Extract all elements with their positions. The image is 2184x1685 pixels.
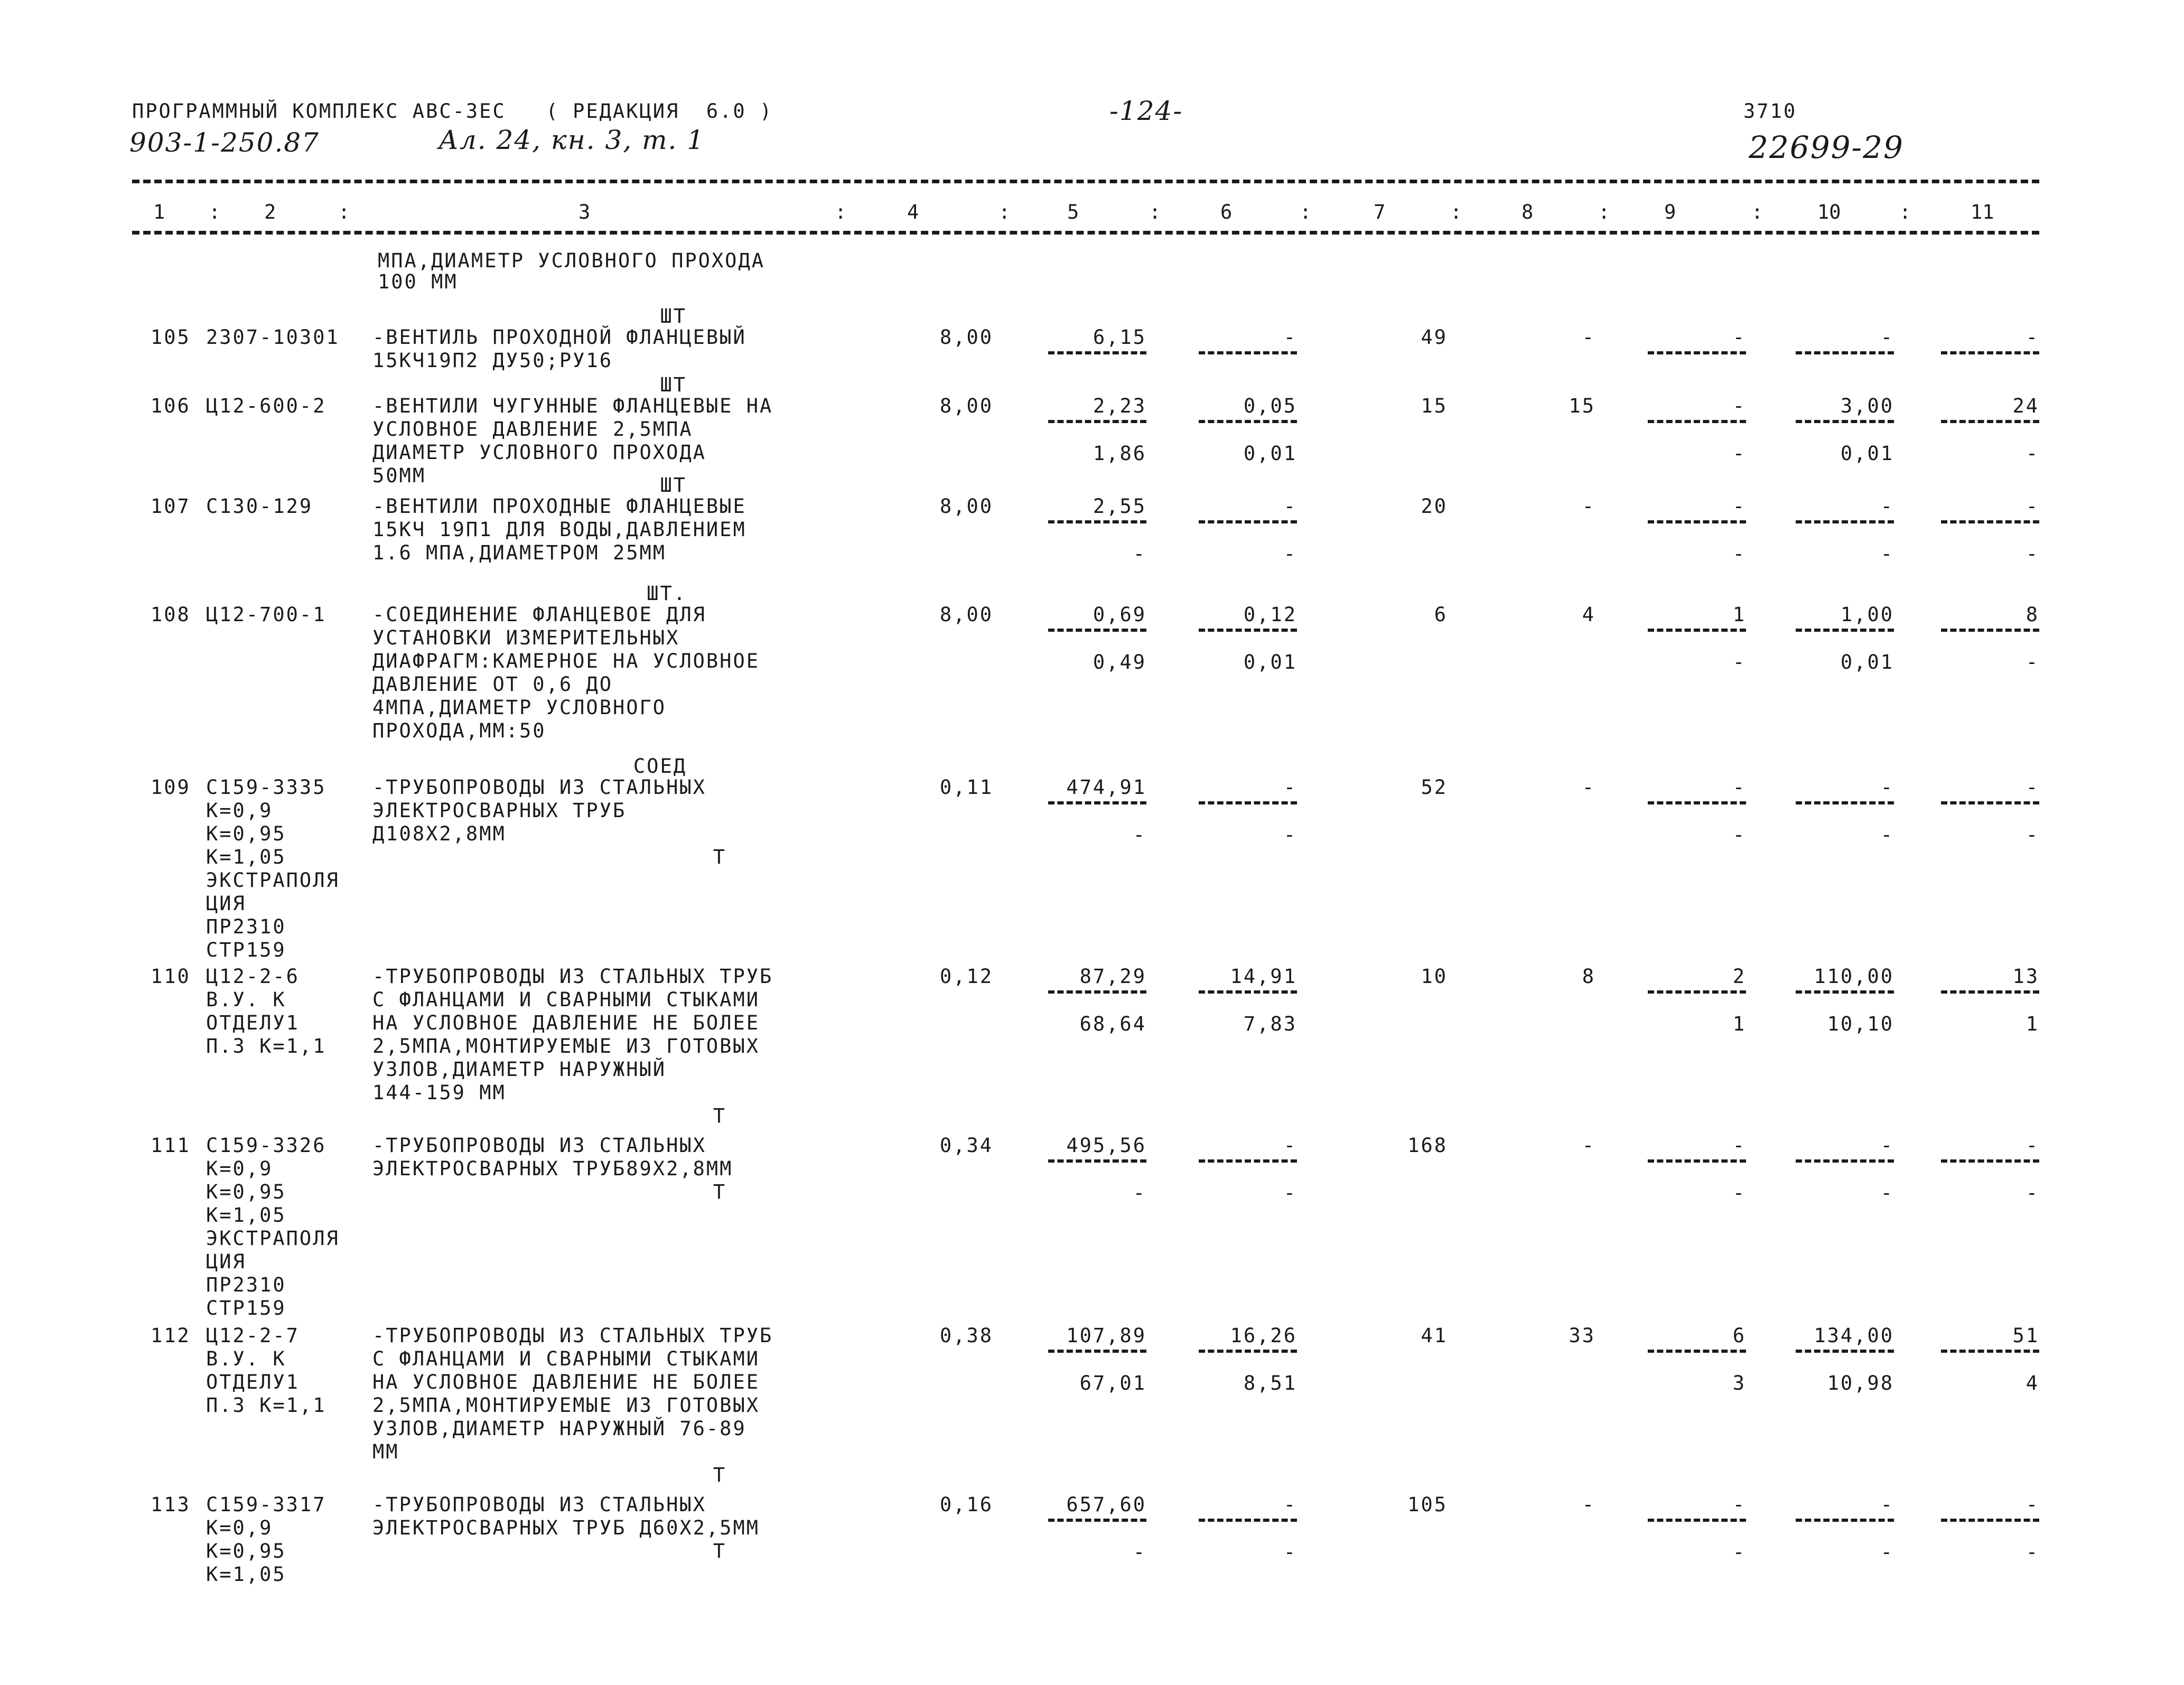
rate-code: К=0,9 [206,1157,273,1180]
item-description: УЗЛОВ,ДИАМЕТР НАРУЖНЫЙ [372,1058,667,1081]
table-top-rule [132,180,2039,183]
value-separator-line [1648,1159,1746,1163]
value-cell: 33 [1569,1324,1595,1347]
value-separator-line [1648,801,1746,804]
value-cell: - [2026,1182,2039,1204]
inventory-number: 22699-29 [1749,129,1904,165]
item-description: -СОЕДИНЕНИЕ ФЛАНЦЕВОЕ ДЛЯ [372,603,706,626]
item-description: ЭЛЕКТРОСВАРНЫХ ТРУБ89Х2,8ММ [372,1157,733,1180]
value-separator-line [1648,990,1746,994]
item-description: УСЛОВНОЕ ДАВЛЕНИЕ 2,5МПА [372,418,693,441]
value-cell: 20 [1421,495,1448,518]
value-cell: 6 [1434,603,1448,626]
rate-code: К=0,95 [206,822,286,845]
value-cell: 68,64 [1079,1013,1146,1035]
item-description: ПРОХОДА,ММ:50 [372,719,546,742]
value-cell: 15 [1569,395,1595,417]
value-cell: 24 [2012,395,2039,417]
value-cell: 4 [2026,1372,2039,1394]
value-cell: 16,26 [1230,1324,1297,1347]
rate-code: Ц12-600-2 [206,395,326,417]
value-separator-line [1796,420,1894,423]
item-description: ДИАМЕТР УСЛОВНОГО ПРОХОДА [372,441,706,464]
value-separator-line [1199,420,1297,423]
value-cell: 8,51 [1243,1372,1297,1394]
unit-of-measure: Т [713,1181,726,1203]
value-cell: 0,01 [1243,651,1297,673]
value-cell: 4 [1582,603,1595,626]
value-cell: 10,10 [1827,1013,1894,1035]
rate-code: В.У. К [206,1347,286,1370]
row-number: 108 [151,603,191,626]
value-cell: - [1133,1182,1146,1204]
value-cell: 1 [2026,1013,2039,1035]
value-cell: - [1582,776,1595,799]
row-number: 106 [151,395,191,417]
program-title: ПРОГРАММНЫЙ КОМПЛЕКС АВС-3ЕС ( РЕДАКЦИЯ 6.0 ) [132,100,773,123]
column-header: 3 [578,201,591,223]
value-cell: - [1283,1182,1297,1204]
item-description: ЭЛЕКТРОСВАРНЫХ ТРУБ Д60Х2,5ММ [372,1516,760,1539]
quantity-cell: 0,12 [939,965,993,988]
value-cell: - [2026,776,2039,799]
value-cell: 1 [1732,603,1746,626]
value-cell: 134,00 [1814,1324,1894,1347]
item-description: Д108Х2,8ММ [372,822,506,845]
item-description: -ТРУБОПРОВОДЫ ИЗ СТАЛЬНЫХ [372,1134,706,1157]
value-separator-line [1796,990,1894,994]
item-description: ММ [372,1440,399,1463]
quantity-cell: 8,00 [939,395,993,417]
rate-code: К=0,95 [206,1540,286,1562]
row-number: 112 [151,1324,191,1347]
rate-code: 2307-10301 [206,326,340,349]
value-cell: - [1732,1493,1746,1516]
value-cell: 495,56 [1066,1134,1146,1157]
value-separator-line [1199,520,1297,523]
rate-code: Ц12-2-6 [206,965,300,988]
value-cell: - [1283,1493,1297,1516]
value-separator-line [1941,801,2039,804]
value-cell: - [1732,395,1746,417]
value-cell: - [1880,776,1894,799]
item-description: ДАВЛЕНИЕ ОТ 0,6 ДО [372,673,613,696]
value-cell: - [1732,823,1746,846]
rate-code: К=1,05 [206,1563,286,1586]
value-cell: - [1880,326,1894,349]
value-cell: 41 [1421,1324,1448,1347]
rate-code: К=1,05 [206,1204,286,1227]
rate-code: ЭКСТРАПОЛЯ [206,1227,340,1250]
value-cell: - [1732,776,1746,799]
value-cell: - [1880,1493,1894,1516]
item-description: -ТРУБОПРОВОДЫ ИЗ СТАЛЬНЫХ [372,1493,706,1516]
value-cell: 51 [2012,1324,2039,1347]
value-cell: 0,01 [1243,442,1297,465]
value-cell: - [1732,651,1746,673]
value-separator-line [1048,1159,1146,1163]
value-cell: - [1582,326,1595,349]
value-cell: - [1732,326,1746,349]
value-separator-line [1796,629,1894,632]
value-cell: - [1283,1134,1297,1157]
value-separator-line [1648,1350,1746,1353]
item-description: -ВЕНТИЛИ ПРОХОДНЫЕ ФЛАНЦЕВЫЕ [372,495,746,518]
item-description: -ТРУБОПРОВОДЫ ИЗ СТАЛЬНЫХ ТРУБ [372,965,773,988]
item-description: НА УСЛОВНОЕ ДАВЛЕНИЕ НЕ БОЛЕЕ [372,1371,760,1393]
unit-of-measure: Т [713,846,726,868]
item-description: С ФЛАНЦАМИ И СВАРНЫМИ СТЫКАМИ [372,1347,760,1370]
value-separator-line [1199,1350,1297,1353]
value-cell: - [1732,1134,1746,1157]
value-separator-line [1941,1350,2039,1353]
row-number: 111 [151,1134,191,1157]
value-separator-line [1941,990,2039,994]
continuation-line: 100 ММ [378,270,458,293]
value-separator-line [1941,1519,2039,1522]
value-separator-line [1796,1159,1894,1163]
value-separator-line [1796,801,1894,804]
quantity-cell: 8,00 [939,603,993,626]
value-cell: 52 [1421,776,1448,799]
value-separator-line [1199,351,1297,354]
value-cell: - [2026,495,2039,518]
value-cell: - [2026,1134,2039,1157]
value-cell: 0,12 [1243,603,1297,626]
rate-code: С159-3326 [206,1134,326,1157]
value-cell: 67,01 [1079,1372,1146,1394]
value-separator-line [1941,1159,2039,1163]
item-description: 4МПА,ДИАМЕТР УСЛОВНОГО [372,696,667,719]
value-cell: 8 [1582,965,1595,988]
value-separator-line [1048,629,1146,632]
column-header: 2 [264,201,276,223]
value-cell: 0,01 [1840,651,1894,673]
column-header: 8 [1522,201,1534,223]
value-cell: 168 [1407,1134,1448,1157]
column-header: 11 [1971,201,1994,223]
quantity-cell: 0,11 [939,776,993,799]
row-number: 113 [151,1493,191,1516]
value-separator-line [1648,351,1746,354]
value-cell: 2,23 [1093,395,1146,417]
unit-of-measure: Т [713,1464,726,1486]
rate-code: К=0,9 [206,799,273,822]
value-cell: - [1283,823,1297,846]
value-cell: 1 [1732,1013,1746,1035]
rate-code: СТР159 [206,939,286,961]
rate-code: С159-3335 [206,776,326,799]
value-cell: 49 [1421,326,1448,349]
value-cell: 6 [1732,1324,1746,1347]
rate-code: К=1,05 [206,846,286,868]
value-separator-line [1648,520,1746,523]
column-header: 9 [1664,201,1676,223]
value-cell: 105 [1407,1493,1448,1516]
item-description: УСТАНОВКИ ИЗМЕРИТЕЛЬНЫХ [372,626,680,649]
rate-code: К=0,9 [206,1516,273,1539]
value-cell: - [1732,495,1746,518]
value-cell: - [1582,1134,1595,1157]
value-cell: 1,86 [1093,442,1146,465]
unit-of-measure: Т [713,1540,726,1562]
row-number: 105 [151,326,191,349]
rate-code: В.У. К [206,988,286,1011]
unit-of-measure: ШТ [660,305,687,327]
rate-code: Ц12-2-7 [206,1324,300,1347]
column-header: 7 [1374,201,1386,223]
item-description: ДИАФРАГМ:КАМЕРНОЕ НА УСЛОВНОЕ [372,650,760,672]
rate-code: ОТДЕЛУ1 [206,1371,300,1393]
value-separator-line [1048,351,1146,354]
value-cell: 3 [1732,1372,1746,1394]
value-separator-line [1796,1350,1894,1353]
value-cell: 0,05 [1243,395,1297,417]
value-cell: - [1732,1182,1746,1204]
column-header: 5 [1067,201,1079,223]
row-number: 109 [151,776,191,799]
item-description: 15КЧ19П2 ДУ50;РУ16 [372,349,613,372]
value-cell: 1,00 [1840,603,1894,626]
value-separator-line [1796,1519,1894,1522]
item-description: -ВЕНТИЛИ ЧУГУННЫЕ ФЛАНЦЕВЫЕ НА [372,395,773,417]
value-separator-line [1048,420,1146,423]
value-cell: - [1133,542,1146,565]
value-separator-line [1941,420,2039,423]
quantity-cell: 8,00 [939,326,993,349]
value-separator-line [1941,629,2039,632]
value-cell: - [1133,1541,1146,1564]
row-number: 110 [151,965,191,988]
rate-code: ПР2310 [206,1274,286,1296]
item-description: 144-159 ММ [372,1081,506,1104]
item-description: НА УСЛОВНОЕ ДАВЛЕНИЕ НЕ БОЛЕЕ [372,1012,760,1034]
value-cell: - [1283,1541,1297,1564]
value-cell: - [1880,542,1894,565]
value-cell: - [2026,651,2039,673]
value-cell: - [1880,823,1894,846]
value-cell: 7,83 [1243,1013,1297,1035]
value-separator-line [1941,351,2039,354]
value-cell: - [1880,1182,1894,1204]
column-header: 1 [153,201,165,223]
value-cell: 87,29 [1079,965,1146,988]
item-description: 50ММ [372,464,426,487]
item-description: ЭЛЕКТРОСВАРНЫХ ТРУБ [372,799,627,822]
rate-code: П.3 К=1,1 [206,1035,326,1057]
value-cell: 10 [1421,965,1448,988]
table-header-rule [132,231,2039,235]
value-cell: - [2026,823,2039,846]
value-cell: 15 [1421,395,1448,417]
item-description: -ТРУБОПРОВОДЫ ИЗ СТАЛЬНЫХ ТРУБ [372,1324,773,1347]
value-separator-line [1648,420,1746,423]
rate-code: ЦИЯ [206,892,246,915]
value-cell: 3,00 [1840,395,1894,417]
row-number: 107 [151,495,191,518]
rate-code: К=0,95 [206,1181,286,1203]
value-separator-line [1048,1519,1146,1522]
value-cell: - [1582,495,1595,518]
value-cell: 0,49 [1093,651,1146,673]
value-cell: - [1283,326,1297,349]
value-cell: 474,91 [1066,776,1146,799]
rate-code: П.3 К=1,1 [206,1394,326,1417]
rate-code: С159-3317 [206,1493,326,1516]
rate-code: ОТДЕЛУ1 [206,1012,300,1034]
value-separator-line [1796,520,1894,523]
value-cell: 0,69 [1093,603,1146,626]
value-separator-line [1796,351,1894,354]
value-separator-line [1048,520,1146,523]
value-cell: - [1880,1541,1894,1564]
item-description: -ВЕНТИЛЬ ПРОХОДНОЙ ФЛАНЦЕВЫЙ [372,326,746,349]
value-cell: 657,60 [1066,1493,1146,1516]
value-cell: 0,01 [1840,442,1894,465]
value-cell: 13 [2012,965,2039,988]
value-separator-line [1048,990,1146,994]
document-number: 903-1-250.87 [129,127,320,158]
value-cell: - [2026,326,2039,349]
value-cell: - [1732,1541,1746,1564]
column-header: 10 [1817,201,1841,223]
value-cell: - [2026,442,2039,465]
value-separator-line [1048,801,1146,804]
value-cell: - [1133,823,1146,846]
quantity-cell: 8,00 [939,495,993,518]
value-cell: 110,00 [1814,965,1894,988]
album-reference: Ал. 24, кн. 3, т. 1 [438,125,705,155]
unit-of-measure: СОЕД [633,755,687,778]
column-header: 6 [1220,201,1233,223]
item-description: УЗЛОВ,ДИАМЕТР НАРУЖНЫЙ 76-89 [372,1417,746,1440]
rate-code: СТР159 [206,1297,286,1319]
value-cell: - [2026,1493,2039,1516]
value-separator-line [1048,1350,1146,1353]
value-cell: 14,91 [1230,965,1297,988]
value-cell: - [1732,442,1746,465]
rate-code: ПР2310 [206,915,286,938]
quantity-cell: 0,34 [939,1134,993,1157]
unit-of-measure: ШТ. [647,582,687,605]
item-description: С ФЛАНЦАМИ И СВАРНЫМИ СТЫКАМИ [372,988,760,1011]
value-separator-line [1199,801,1297,804]
value-separator-line [1648,629,1746,632]
value-cell: - [1582,1493,1595,1516]
unit-of-measure: ШТ [660,373,687,396]
unit-of-measure: Т [713,1104,726,1127]
rate-code: С130-129 [206,495,313,518]
item-description: -ТРУБОПРОВОДЫ ИЗ СТАЛЬНЫХ [372,776,706,799]
value-cell: - [1732,542,1746,565]
value-cell: - [1880,495,1894,518]
rate-code: ЦИЯ [206,1250,246,1273]
value-cell: - [1283,495,1297,518]
sheet-code: 3710 [1743,100,1797,123]
item-description: 2,5МПА,МОНТИРУЕМЫЕ ИЗ ГОТОВЫХ [372,1035,760,1057]
continuation-line: МПА,ДИАМЕТР УСЛОВНОГО ПРОХОДА [378,249,766,272]
value-cell: - [2026,1541,2039,1564]
quantity-cell: 0,16 [939,1493,993,1516]
value-separator-line [1648,1519,1746,1522]
rate-code: Ц12-700-1 [206,603,326,626]
value-cell: 107,89 [1066,1324,1146,1347]
value-separator-line [1199,629,1297,632]
value-cell: - [1880,1134,1894,1157]
item-description: 2,5МПА,МОНТИРУЕМЫЕ ИЗ ГОТОВЫХ [372,1394,760,1417]
item-description: 15КЧ 19П1 ДЛЯ ВОДЫ,ДАВЛЕНИЕМ [372,518,746,541]
value-cell: - [1283,542,1297,565]
value-cell: 8 [2026,603,2039,626]
value-separator-line [1199,990,1297,994]
value-separator-line [1199,1159,1297,1163]
item-description: 1.6 МПА,ДИАМЕТРОМ 25ММ [372,541,667,564]
value-cell: - [1283,776,1297,799]
value-separator-line [1941,520,2039,523]
value-cell: 2,55 [1093,495,1146,518]
value-cell: - [2026,542,2039,565]
page-number: -124- [1109,96,1183,126]
unit-of-measure: ШТ [660,474,687,497]
quantity-cell: 0,38 [939,1324,993,1347]
value-cell: 2 [1732,965,1746,988]
value-separator-line [1199,1519,1297,1522]
value-cell: 6,15 [1093,326,1146,349]
column-header: 4 [907,201,919,223]
rate-code: ЭКСТРАПОЛЯ [206,869,340,892]
value-cell: 10,98 [1827,1372,1894,1394]
